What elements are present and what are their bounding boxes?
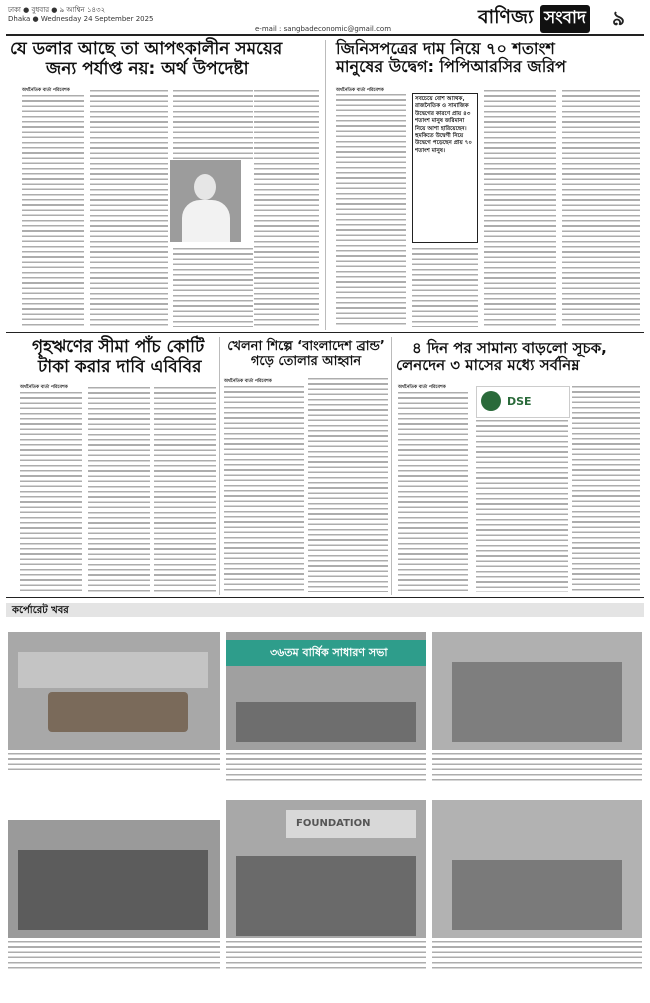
agm-banner-text: ৩৬তম বার্ষিক সাধারণ সভা	[270, 646, 388, 659]
agm-banner	[226, 640, 426, 666]
column-divider	[325, 40, 326, 330]
header-rule	[6, 34, 644, 36]
date-english: Dhaka ● Wednesday 24 September 2025	[8, 15, 154, 23]
corporate-caption-2	[226, 753, 426, 781]
corporate-caption-4	[8, 941, 220, 969]
homeloan-column-2	[88, 387, 150, 592]
sports-headline-line2: গড়ে তোলার আহ্বান	[250, 353, 362, 369]
dollar-column-2	[90, 90, 168, 327]
corporate-photo-6	[432, 800, 642, 938]
dse-logo-box	[476, 386, 570, 418]
dollar-column-3b	[173, 248, 253, 327]
dollar-column-3	[173, 90, 253, 160]
dollar-headline-line2: জন্য পর্যাপ্ত নয়: অর্থ উপদেষ্টা	[46, 58, 249, 79]
dollar-headline	[10, 40, 328, 79]
sports-headline-line1: খেলনা শিল্পে ‘বাংলাদেশ ব্রান্ড’	[227, 339, 385, 354]
prices-column-4	[562, 90, 640, 327]
corporate-caption-6	[432, 941, 642, 969]
section-rule-1	[6, 332, 644, 333]
prices-column-2	[412, 248, 478, 327]
masthead-date	[8, 6, 154, 24]
dse-logo-text: DSE	[507, 395, 532, 408]
dollar-headline-line1: যে ডলার আছে তা আপৎকালীন সময়ের	[10, 39, 283, 59]
homeloan-column-3	[154, 387, 216, 592]
prices-column-1	[336, 94, 406, 327]
newspaper-logo	[470, 2, 610, 34]
sports-column-1	[224, 386, 304, 592]
sports-byline: অর্থনৈতিক বার্তা পরিবেশক	[224, 379, 272, 384]
corporate-caption-5	[226, 941, 426, 969]
homeloan-column-1	[20, 392, 82, 592]
stock-column-1	[398, 392, 468, 592]
email-address: e-mail : sangbadeconomic@gmail.com	[255, 25, 392, 33]
stock-headline-line2: লেনদেন ৩ মাসের মধ্যে সর্বনিম্ন	[396, 356, 580, 375]
logo-left: বাণিজ্য	[478, 6, 534, 28]
prices-headline-line1: জিনিসপত্রের দাম নিয়ে ৭০ শতাংশ	[336, 39, 555, 58]
date-bengali: ঢাকা ● বুধবার ● ৯ আশ্বিন ১৪৩২	[8, 6, 106, 14]
corporate-photo-5	[226, 800, 426, 938]
page-number: ৯	[612, 6, 625, 30]
dollar-column-1	[22, 95, 84, 327]
homeloan-headline-line2: টাকা করার দাবি এবিবির	[38, 356, 202, 377]
corporate-photo-3	[432, 632, 642, 750]
column-divider-2	[219, 337, 220, 595]
advisor-photo	[170, 160, 241, 242]
prices-headline-line2: মানুষের উদ্বেগ: পিপিআরসির জরিপ	[336, 57, 566, 77]
prices-pullquote: সবচেয়ে বেশি আর্থিক, রাজনৈতিক ও সামাজিক উদ্বেগের কারণে প্রায় ৪৩ শতাংশ মানুষ জরিমানা নিয়ে আশা হারিয়েছেন। হুমকিতে উদ্বেগী নিয়ে উদ্বেগে পড়েছেন প্রায় ৭০ শতাংশ মানুষ।	[415, 96, 473, 154]
dollar-byline: অর্থনৈতিক বার্তা পরিবেশক	[22, 88, 70, 93]
dse-logo-icon	[481, 391, 501, 411]
homeloan-headline	[10, 338, 215, 377]
prices-pullquote-box	[412, 93, 478, 243]
stock-headline	[396, 340, 644, 375]
corporate-photo-4	[8, 820, 220, 938]
stock-byline: অর্থনৈতিক বার্তা পরিবেশক	[398, 385, 446, 390]
section-rule-2	[6, 597, 644, 598]
logo-right: সংবাদ	[540, 5, 590, 33]
corporate-section-title: কর্পোরেট খবর	[12, 605, 69, 616]
foundation-banner	[286, 810, 416, 838]
stock-column-3	[572, 386, 640, 592]
corporate-section-bar	[6, 603, 644, 617]
sports-headline	[222, 340, 390, 370]
column-divider-3	[391, 337, 392, 595]
foundation-banner-text: FOUNDATION	[296, 818, 371, 829]
homeloan-byline: অর্থনৈতিক বার্তা পরিবেশক	[20, 385, 68, 390]
corporate-caption-1	[8, 753, 220, 771]
corporate-photo-2	[226, 632, 426, 750]
prices-headline	[336, 40, 636, 77]
stock-headline-line1: ৪ দিন পর সামান্য বাড়লো সূচক,	[412, 339, 607, 357]
dollar-column-4	[254, 90, 319, 327]
prices-column-3	[484, 90, 556, 327]
corporate-photo-1	[8, 632, 220, 750]
homeloan-headline-line1: গৃহঋণের সীমা পাঁচ কোটি	[32, 337, 205, 357]
prices-byline: অর্থনৈতিক বার্তা পরিবেশক	[336, 88, 384, 93]
corporate-caption-3	[432, 753, 642, 781]
stock-column-2	[476, 420, 568, 592]
sports-column-2	[308, 378, 388, 592]
